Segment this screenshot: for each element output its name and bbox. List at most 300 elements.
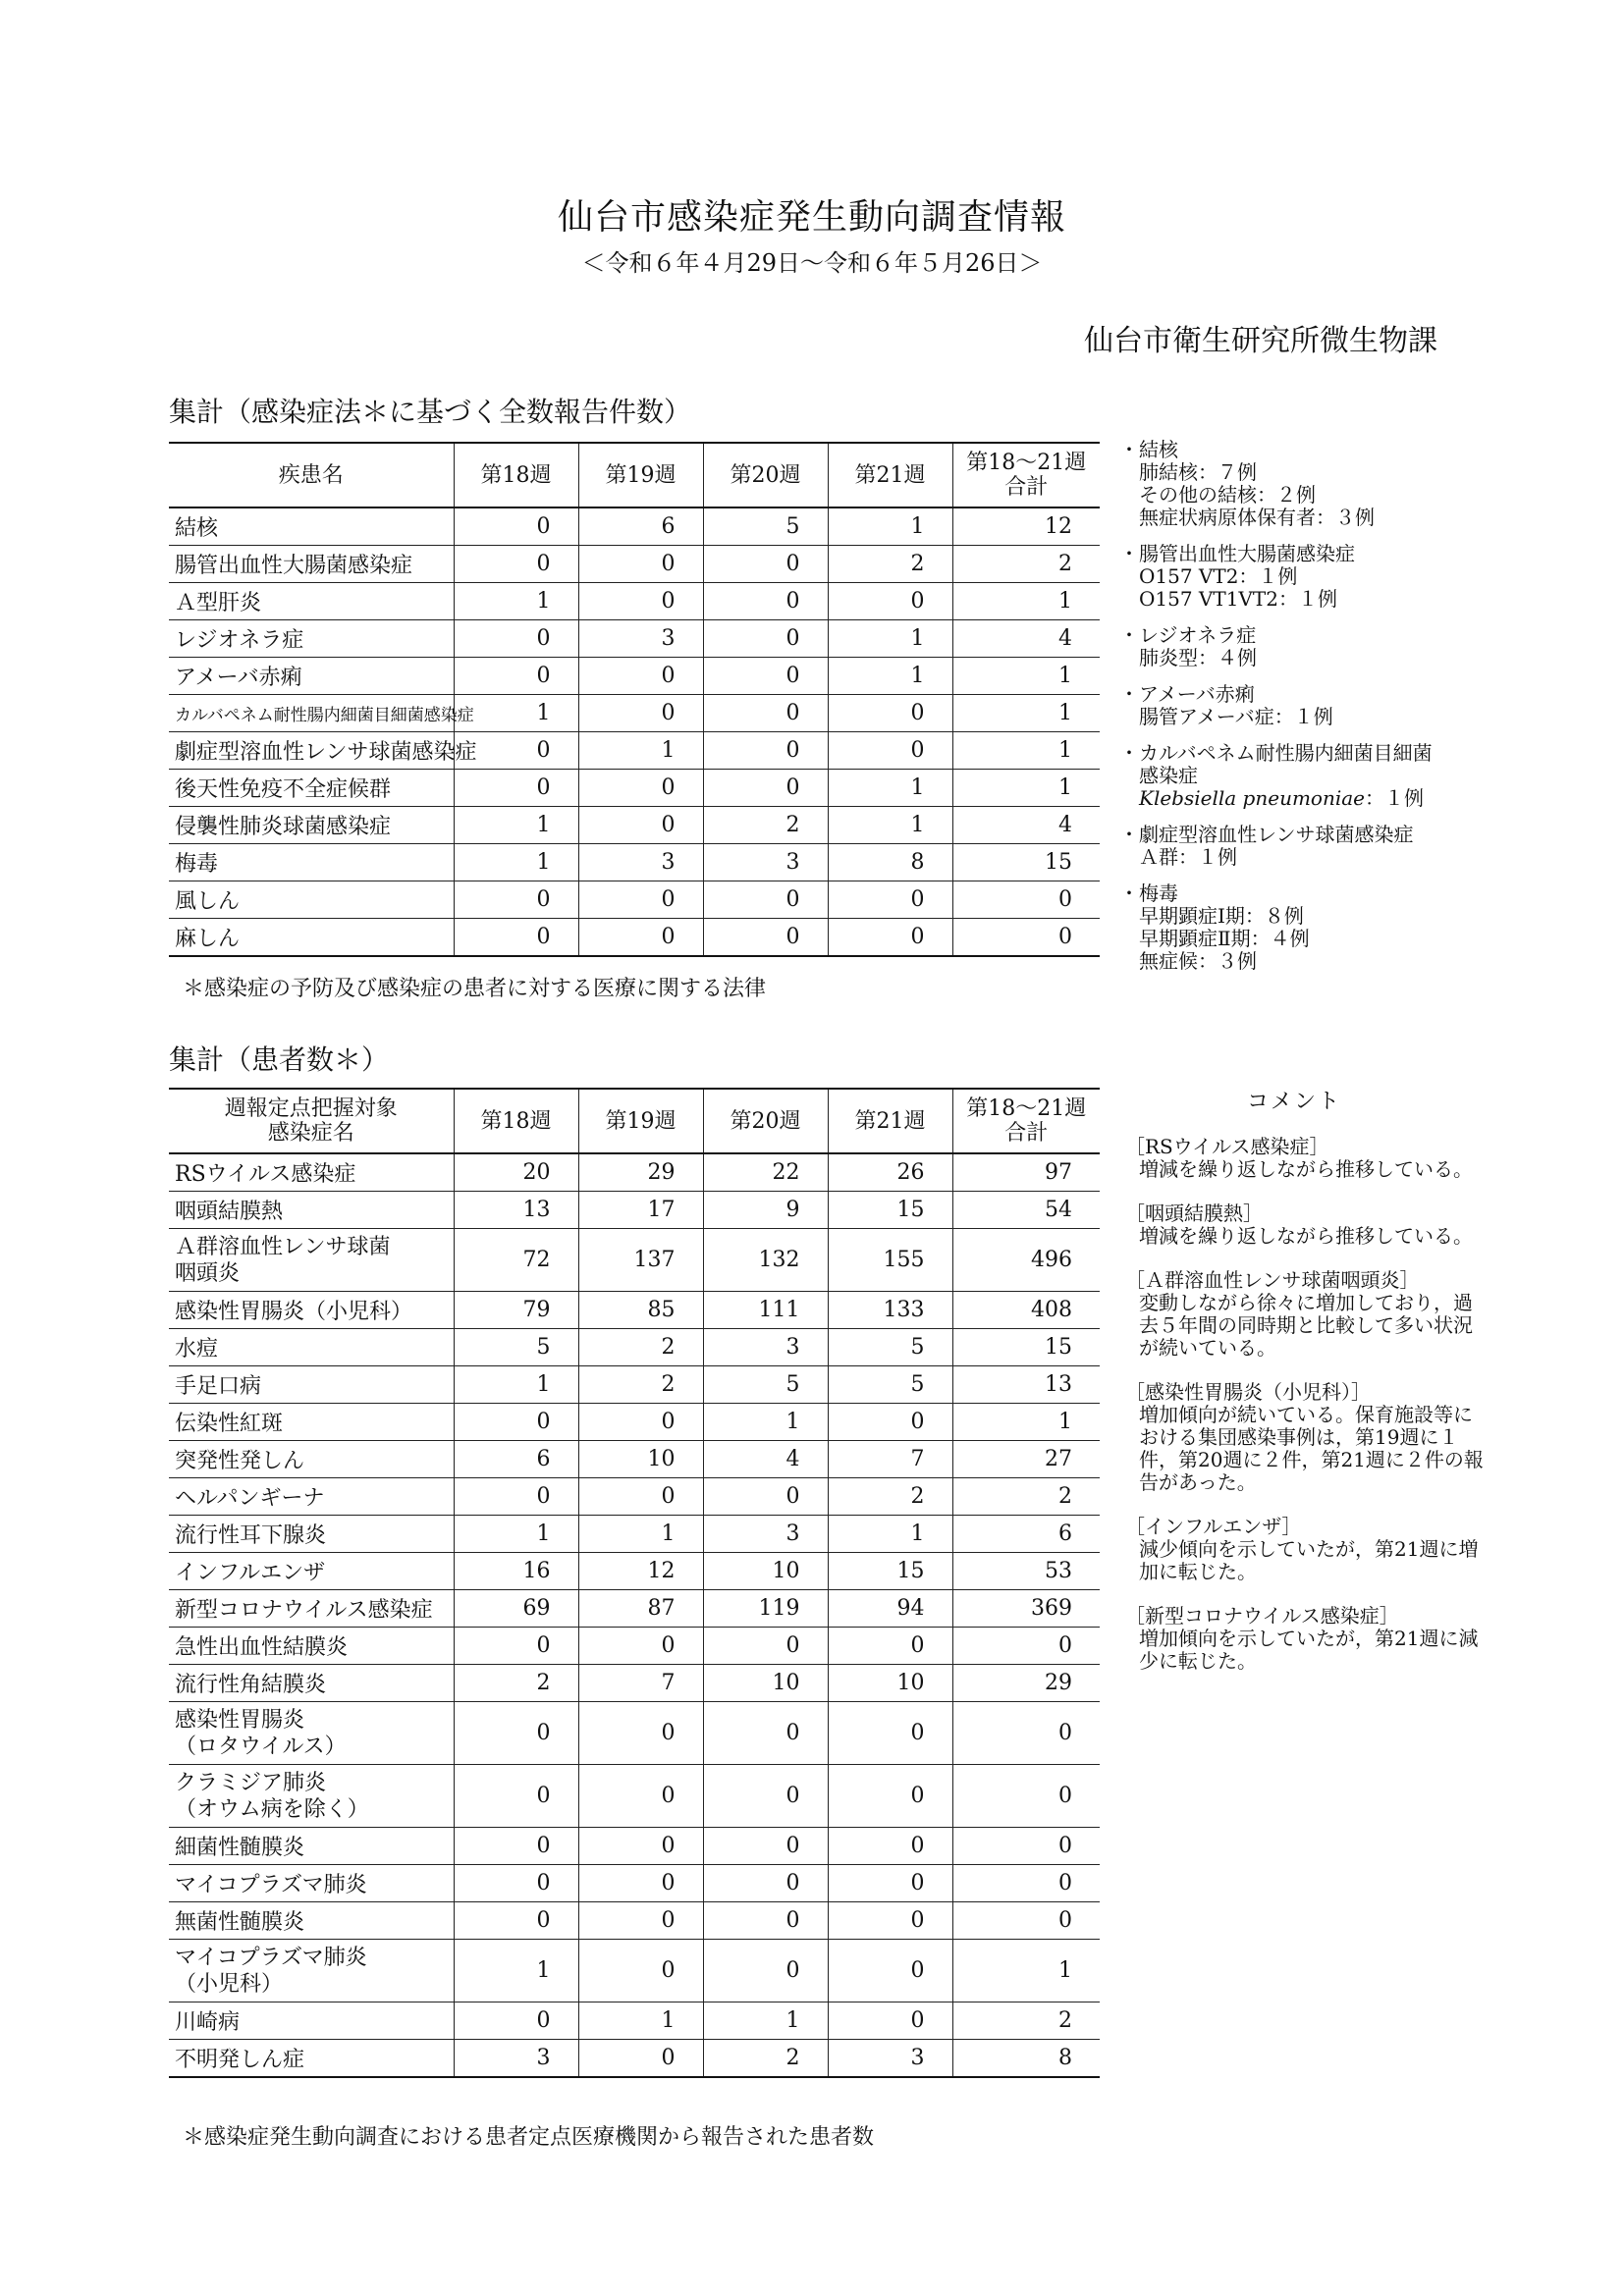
col-week18: 第18週 xyxy=(454,1089,578,1153)
total-value: 13 xyxy=(952,1366,1100,1404)
week-value: 0 xyxy=(578,807,703,844)
disease-name: インフルエンザ xyxy=(169,1553,454,1590)
week-value: 0 xyxy=(578,1765,703,1828)
total-value: 0 xyxy=(952,1702,1100,1765)
total-value: 0 xyxy=(952,1902,1100,1940)
table-row xyxy=(169,1865,1100,1902)
total-value: 0 xyxy=(952,881,1100,919)
week-value: 0 xyxy=(828,2002,952,2040)
week-value: 0 xyxy=(454,546,578,583)
col-week21: 第21週 xyxy=(828,443,952,507)
comment-text: 変動しながら徐々に増加しており，過去５年間の同時期と比較して多い状況が続いている。 xyxy=(1139,1291,1473,1360)
week-value: 15 xyxy=(828,1192,952,1229)
table-row xyxy=(169,1765,1100,1828)
week-value: 0 xyxy=(703,1828,828,1865)
week-value: 0 xyxy=(703,1865,828,1902)
comment-item xyxy=(1125,1136,1489,1181)
week-value: 72 xyxy=(454,1229,578,1292)
total-value: 2 xyxy=(952,1478,1100,1516)
case-detail-group xyxy=(1119,543,1492,611)
table-row xyxy=(169,1590,1100,1628)
week-value: 3 xyxy=(578,844,703,881)
week-value: 0 xyxy=(454,919,578,957)
case-detail-title: ・ 劇症型溶血性レンサ球菌感染症 xyxy=(1119,824,1492,846)
date-range: ＜令和６年４月29日～令和６年５月26日＞ xyxy=(581,249,1043,277)
disease-name: 急性出血性結膜炎 xyxy=(169,1628,454,1665)
total-value: 2 xyxy=(952,2002,1100,2040)
disease-name: 麻しん xyxy=(169,919,454,957)
week-value: 87 xyxy=(578,1590,703,1628)
total-value: 15 xyxy=(952,844,1100,881)
total-value: 496 xyxy=(952,1229,1100,1292)
week-value: 0 xyxy=(828,1865,952,1902)
week-value: 0 xyxy=(454,658,578,695)
week-value: 3 xyxy=(578,620,703,658)
disease-name: 咽頭結膜熱 xyxy=(169,1192,454,1229)
table-row xyxy=(169,844,1100,881)
week-value: 0 xyxy=(578,1478,703,1516)
table-row xyxy=(169,583,1100,620)
week-value: 0 xyxy=(703,881,828,919)
disease-name: 手足口病 xyxy=(169,1366,454,1404)
disease-name: 梅毒 xyxy=(169,844,454,881)
week-value: 15 xyxy=(828,1553,952,1590)
case-detail-title: ・ 腸管出血性大腸菌感染症 xyxy=(1119,543,1492,565)
comment-text: 増減を繰り返しながら推移している。 xyxy=(1139,1157,1473,1181)
week-value: 12 xyxy=(578,1553,703,1590)
total-value: 2 xyxy=(952,546,1100,583)
comment-text: 増加傾向を示していたが，第21週に減少に転じた。 xyxy=(1139,1627,1479,1673)
case-detail-line: 無症状病原体保有者：３例 xyxy=(1139,506,1375,529)
week-value: 5 xyxy=(703,507,828,546)
week-value: 137 xyxy=(578,1229,703,1292)
week-value: 2 xyxy=(454,1665,578,1702)
page-title: 仙台市感染症発生動向調査情報 xyxy=(557,197,1066,238)
total-value: 0 xyxy=(952,1828,1100,1865)
week-value: 0 xyxy=(454,1902,578,1940)
week-value: 6 xyxy=(454,1441,578,1478)
week-value: 0 xyxy=(828,881,952,919)
week-value: 0 xyxy=(454,1765,578,1828)
week-value: 0 xyxy=(703,732,828,770)
week-value: 79 xyxy=(454,1292,578,1329)
week-value: 0 xyxy=(703,1478,828,1516)
table-row xyxy=(169,1628,1100,1665)
total-value: 29 xyxy=(952,1665,1100,1702)
col-week21: 第21週 xyxy=(828,1089,952,1153)
week-value: 0 xyxy=(454,1404,578,1441)
week-value: 1 xyxy=(454,807,578,844)
week-value: 0 xyxy=(578,1702,703,1765)
disease-name: ヘルパンギーナ xyxy=(169,1478,454,1516)
week-value: 1 xyxy=(578,1516,703,1553)
comments-title: コメント xyxy=(1247,1090,1342,1114)
table-row xyxy=(169,1192,1100,1229)
total-value: 1 xyxy=(952,658,1100,695)
week-value: 1 xyxy=(828,620,952,658)
week-value: 2 xyxy=(703,2040,828,2078)
case-detail-line: 感染症 xyxy=(1139,764,1198,787)
week-value: 0 xyxy=(454,1702,578,1765)
week-value: 4 xyxy=(703,1441,828,1478)
week-value: 0 xyxy=(828,919,952,957)
table-row xyxy=(169,919,1100,957)
table-row xyxy=(169,1441,1100,1478)
case-detail-line: O157 VT2：１例 xyxy=(1139,564,1298,588)
col-total: 第18～21週 合計 xyxy=(952,443,1100,507)
total-value: 1 xyxy=(952,1940,1100,2002)
total-value: 97 xyxy=(952,1153,1100,1192)
week-value: 1 xyxy=(454,1366,578,1404)
week-value: 94 xyxy=(828,1590,952,1628)
disease-name: クラミジア肺炎 （オウム病を除く） xyxy=(169,1765,454,1828)
comment-item xyxy=(1125,1202,1489,1248)
table-row xyxy=(169,770,1100,807)
week-value: 0 xyxy=(703,695,828,732)
week-value: 3 xyxy=(703,1516,828,1553)
week-value: 5 xyxy=(454,1329,578,1366)
table-row xyxy=(169,1902,1100,1940)
week-value: 0 xyxy=(703,546,828,583)
week-value: 6 xyxy=(578,507,703,546)
week-value: 0 xyxy=(454,1828,578,1865)
table-row xyxy=(169,658,1100,695)
week-value: 0 xyxy=(703,1940,828,2002)
disease-name: 細菌性髄膜炎 xyxy=(169,1828,454,1865)
case-detail-line: Klebsiella pneumoniae：１例 xyxy=(1139,786,1424,810)
week-value: 69 xyxy=(454,1590,578,1628)
case-detail-title: ・ カルバペネム耐性腸内細菌目細菌 xyxy=(1119,742,1492,765)
total-value: 1 xyxy=(952,770,1100,807)
table-row xyxy=(169,695,1100,732)
week-value: 0 xyxy=(703,919,828,957)
week-value: 0 xyxy=(454,1478,578,1516)
case-detail-line: Ａ群：１例 xyxy=(1139,845,1237,869)
week-value: 20 xyxy=(454,1153,578,1192)
table-row xyxy=(169,1516,1100,1553)
section1-footnote: ＊感染症の予防及び感染症の患者に対する医療に関する法律 xyxy=(183,977,767,1001)
case-detail-group xyxy=(1119,683,1492,728)
case-detail-line: 肺結核：７例 xyxy=(1139,460,1257,484)
case-detail-group xyxy=(1119,742,1492,810)
comment-disease: ［感染性胃腸炎（小児科）］ xyxy=(1125,1380,1371,1404)
comments-list xyxy=(1125,1136,1489,1694)
table-row xyxy=(169,1366,1100,1404)
disease-name: 新型コロナウイルス感染症 xyxy=(169,1590,454,1628)
week-value: 0 xyxy=(454,732,578,770)
total-value: 1 xyxy=(952,695,1100,732)
table-row xyxy=(169,1329,1100,1366)
disease-name: 後天性免疫不全症候群 xyxy=(169,770,454,807)
week-value: 155 xyxy=(828,1229,952,1292)
week-value: 1 xyxy=(578,732,703,770)
week-value: 0 xyxy=(578,770,703,807)
week-value: 0 xyxy=(578,695,703,732)
table-row xyxy=(169,1292,1100,1329)
disease-name: 突発性発しん xyxy=(169,1441,454,1478)
total-value: 408 xyxy=(952,1292,1100,1329)
week-value: 0 xyxy=(454,620,578,658)
table-row xyxy=(169,1702,1100,1765)
col-week19: 第19週 xyxy=(578,443,703,507)
all-cases-table xyxy=(169,442,1100,957)
week-value: 1 xyxy=(703,2002,828,2040)
case-detail-title: ・ アメーバ赤痢 xyxy=(1119,683,1492,706)
week-value: 0 xyxy=(828,1404,952,1441)
case-detail-line: 腸管アメーバ症：１例 xyxy=(1139,705,1333,728)
total-value: 1 xyxy=(952,732,1100,770)
total-value: 53 xyxy=(952,1553,1100,1590)
comment-text: 減少傾向を示していたが，第21週に増加に転じた。 xyxy=(1139,1537,1479,1583)
week-value: 0 xyxy=(454,507,578,546)
total-value: 0 xyxy=(952,1865,1100,1902)
comment-text: 増加傾向が続いている。保育施設等における集団感染事例は，第19週に１件，第20週に２件，第21週に２件の報告があった。 xyxy=(1139,1403,1484,1494)
week-value: 0 xyxy=(828,1902,952,1940)
col-disease: 疾患名 xyxy=(169,443,454,507)
week-value: 2 xyxy=(578,1366,703,1404)
week-value: 0 xyxy=(578,1828,703,1865)
week-value: 3 xyxy=(828,2040,952,2078)
week-value: 0 xyxy=(578,881,703,919)
section1-heading: 集計（感染症法＊に基づく全数報告件数） xyxy=(169,396,692,428)
week-value: 10 xyxy=(703,1553,828,1590)
week-value: 0 xyxy=(578,919,703,957)
week-value: 1 xyxy=(454,583,578,620)
total-value: 0 xyxy=(952,919,1100,957)
comment-disease: ［Ａ群溶血性レンサ球菌咽頭炎］ xyxy=(1125,1268,1420,1292)
total-value: 4 xyxy=(952,620,1100,658)
week-value: 0 xyxy=(828,1628,952,1665)
total-value: 54 xyxy=(952,1192,1100,1229)
week-value: 2 xyxy=(828,546,952,583)
week-value: 119 xyxy=(703,1590,828,1628)
case-detail-group xyxy=(1119,624,1492,669)
col-disease: 週報定点把握対象 感染症名 xyxy=(169,1089,454,1153)
case-detail-line: 肺炎型：４例 xyxy=(1139,646,1257,669)
total-value: 1 xyxy=(952,583,1100,620)
comment-item xyxy=(1125,1605,1489,1673)
case-detail-title: ・ 結核 xyxy=(1119,439,1492,461)
week-value: 10 xyxy=(578,1441,703,1478)
table-row xyxy=(169,1940,1100,2002)
pathogen-name: Klebsiella pneumoniae xyxy=(1139,786,1365,810)
week-value: 0 xyxy=(578,1404,703,1441)
week-value: 0 xyxy=(578,583,703,620)
col-week20: 第20週 xyxy=(703,443,828,507)
total-value: 15 xyxy=(952,1329,1100,1366)
week-value: 0 xyxy=(703,583,828,620)
week-value: 0 xyxy=(578,546,703,583)
table-row xyxy=(169,620,1100,658)
week-value: 1 xyxy=(828,658,952,695)
disease-name: 感染性胃腸炎 （ロタウイルス） xyxy=(169,1702,454,1765)
week-value: 0 xyxy=(703,1702,828,1765)
table-row xyxy=(169,1153,1100,1192)
comment-item xyxy=(1125,1269,1489,1360)
week-value: 0 xyxy=(828,1702,952,1765)
disease-name: 風しん xyxy=(169,881,454,919)
comment-item xyxy=(1125,1381,1489,1494)
col-week18: 第18週 xyxy=(454,443,578,507)
week-value: 22 xyxy=(703,1153,828,1192)
total-value: 4 xyxy=(952,807,1100,844)
week-value: 7 xyxy=(578,1665,703,1702)
comment-disease: ［RSウイルス感染症］ xyxy=(1125,1135,1329,1158)
table-row xyxy=(169,1828,1100,1865)
total-value: 27 xyxy=(952,1441,1100,1478)
table-row xyxy=(169,507,1100,546)
week-value: 111 xyxy=(703,1292,828,1329)
week-value: 0 xyxy=(828,1940,952,2002)
col-total: 第18～21週 合計 xyxy=(952,1089,1100,1153)
table-row xyxy=(169,1553,1100,1590)
week-value: 0 xyxy=(454,1865,578,1902)
total-value: 12 xyxy=(952,507,1100,546)
week-value: 3 xyxy=(454,2040,578,2078)
organization: 仙台市衛生研究所微生物課 xyxy=(1084,324,1437,358)
week-value: 0 xyxy=(578,1865,703,1902)
week-value: 2 xyxy=(828,1478,952,1516)
disease-name: 流行性角結膜炎 xyxy=(169,1665,454,1702)
week-value: 13 xyxy=(454,1192,578,1229)
disease-name: 伝染性紅斑 xyxy=(169,1404,454,1441)
comment-item xyxy=(1125,1516,1489,1583)
week-value: 1 xyxy=(828,770,952,807)
disease-name: 感染性胃腸炎（小児科） xyxy=(169,1292,454,1329)
week-value: 3 xyxy=(703,1329,828,1366)
table-row xyxy=(169,807,1100,844)
week-value: 10 xyxy=(703,1665,828,1702)
week-value: 8 xyxy=(828,844,952,881)
comment-disease: ［インフルエンザ］ xyxy=(1125,1515,1302,1538)
disease-name: 無菌性髄膜炎 xyxy=(169,1902,454,1940)
week-value: 29 xyxy=(578,1153,703,1192)
case-detail-line: その他の結核：２例 xyxy=(1139,483,1316,507)
week-value: 1 xyxy=(828,807,952,844)
disease-name: アメーバ赤痢 xyxy=(169,658,454,695)
disease-name: 劇症型溶血性レンサ球菌感染症 xyxy=(169,732,454,770)
week-value: 0 xyxy=(828,583,952,620)
week-value: 16 xyxy=(454,1553,578,1590)
disease-name: 腸管出血性大腸菌感染症 xyxy=(169,546,454,583)
week-value: 1 xyxy=(454,695,578,732)
week-value: 0 xyxy=(454,2002,578,2040)
case-detail-title: ・ レジオネラ症 xyxy=(1119,624,1492,647)
total-value: 6 xyxy=(952,1516,1100,1553)
week-value: 0 xyxy=(454,770,578,807)
disease-name: Ａ群溶血性レンサ球菌 咽頭炎 xyxy=(169,1229,454,1292)
case-detail-title: ・ 梅毒 xyxy=(1119,882,1492,905)
week-value: 17 xyxy=(578,1192,703,1229)
week-value: 0 xyxy=(703,620,828,658)
week-value: 1 xyxy=(454,1940,578,2002)
week-value: 1 xyxy=(703,1404,828,1441)
table-row xyxy=(169,1229,1100,1292)
col-week20: 第20週 xyxy=(703,1089,828,1153)
disease-name: 不明発しん症 xyxy=(169,2040,454,2078)
table-row xyxy=(169,2040,1100,2078)
case-detail-group xyxy=(1119,882,1492,973)
week-value: 3 xyxy=(703,844,828,881)
week-value: 0 xyxy=(828,1828,952,1865)
disease-name: レジオネラ症 xyxy=(169,620,454,658)
disease-name: 結核 xyxy=(169,507,454,546)
table-header-row xyxy=(169,1089,1100,1153)
week-value: 7 xyxy=(828,1441,952,1478)
table-row xyxy=(169,1665,1100,1702)
week-value: 1 xyxy=(828,507,952,546)
week-value: 1 xyxy=(578,2002,703,2040)
week-value: 0 xyxy=(578,658,703,695)
week-value: 0 xyxy=(828,1765,952,1828)
disease-name: 流行性耳下腺炎 xyxy=(169,1516,454,1553)
week-value: 0 xyxy=(703,770,828,807)
total-value: 1 xyxy=(952,1404,1100,1441)
week-value: 26 xyxy=(828,1153,952,1192)
week-value: 0 xyxy=(703,658,828,695)
week-value: 0 xyxy=(578,2040,703,2078)
week-value: 0 xyxy=(578,1940,703,2002)
disease-name: RSウイルス感染症 xyxy=(169,1153,454,1192)
week-value: 2 xyxy=(703,807,828,844)
week-value: 0 xyxy=(703,1902,828,1940)
week-value: 0 xyxy=(454,1628,578,1665)
week-value: 10 xyxy=(828,1665,952,1702)
table-row xyxy=(169,1404,1100,1441)
week-value: 0 xyxy=(703,1628,828,1665)
week-value: 85 xyxy=(578,1292,703,1329)
total-value: 0 xyxy=(952,1765,1100,1828)
week-value: 5 xyxy=(703,1366,828,1404)
table-row xyxy=(169,881,1100,919)
case-detail-group xyxy=(1119,824,1492,869)
disease-name: Ａ型肝炎 xyxy=(169,583,454,620)
week-value: 1 xyxy=(454,1516,578,1553)
section2-heading: 集計（患者数＊） xyxy=(169,1043,390,1076)
total-value: 0 xyxy=(952,1628,1100,1665)
table-row xyxy=(169,546,1100,583)
disease-name: 水痘 xyxy=(169,1329,454,1366)
disease-name: 川崎病 xyxy=(169,2002,454,2040)
table-row xyxy=(169,1478,1100,1516)
col-week19: 第19週 xyxy=(578,1089,703,1153)
week-value: 9 xyxy=(703,1192,828,1229)
week-value: 2 xyxy=(578,1329,703,1366)
case-detail-group xyxy=(1119,439,1492,529)
disease-name: マイコプラズマ肺炎 xyxy=(169,1865,454,1902)
week-value: 0 xyxy=(454,881,578,919)
comment-disease: ［咽頭結膜熱］ xyxy=(1125,1201,1263,1225)
case-detail-line: 早期顕症Ⅱ期：４例 xyxy=(1139,927,1310,950)
week-value: 1 xyxy=(454,844,578,881)
case-detail-line: O157 VT1VT2：１例 xyxy=(1139,587,1337,611)
week-value: 0 xyxy=(828,695,952,732)
patient-count-table xyxy=(169,1088,1100,2078)
table-row xyxy=(169,732,1100,770)
case-detail-line: 早期顕症Ⅰ期：８例 xyxy=(1139,904,1304,928)
disease-name: マイコプラズマ肺炎 （小児科） xyxy=(169,1940,454,2002)
disease-name: 侵襲性肺炎球菌感染症 xyxy=(169,807,454,844)
section2-footnote: ＊感染症発生動向調査における患者定点医療機関から報告された患者数 xyxy=(183,2125,875,2150)
week-value: 5 xyxy=(828,1366,952,1404)
week-value: 0 xyxy=(703,1765,828,1828)
week-value: 133 xyxy=(828,1292,952,1329)
week-value: 132 xyxy=(703,1229,828,1292)
case-details xyxy=(1119,439,1492,987)
week-value: 1 xyxy=(828,1516,952,1553)
week-value: 0 xyxy=(578,1902,703,1940)
week-value: 0 xyxy=(828,732,952,770)
